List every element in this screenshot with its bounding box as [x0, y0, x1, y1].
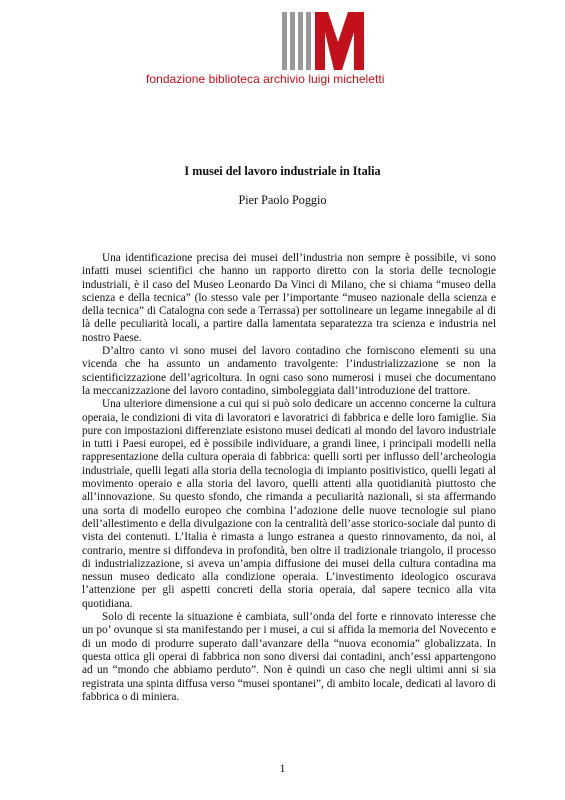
logo-bars	[282, 12, 311, 70]
paragraph: Una identificazione precisa dei musei dell’industria non sempre è possibile, vi sono infatti musei scientifici che hanno un rapporto diretto con la storia delle tecnologie industriali, è il caso del Museo Leonardo Da Vinci di Milano, che si chiama “museo della scienza e della tecnica” (lo stesso vale per l’importante “museo nazionale della scienza e della tecnica” di Catalogna con sede a Terrassa) per sottolineare un legame innegabile al di là delle peculiarità locali, a partire dalla lamentata separatezza tra scienza e industria nel nostro Paese.	[82, 252, 496, 344]
document-body	[82, 252, 496, 704]
paragraph: Una ulteriore dimensione a cui qui si può solo dedicare un accenno concerne la cultura operaia, le condizioni di vita di lavoratori e lavoratrici di fabbrica e delle loro famiglie. Sia pure con impostazioni differenziate esistono musei dedicati al mondo del lavoro industriale in tutti i Paesi europei, ed è possibile individuare, a grandi linee, i principali modelli nella rappresentazione della cultura operaia di fabbrica: quelli sorti per influsso dell’archeologia industriale, quelli legati alla storia della tecnologia di impianto positivistico, quelli legati al movimento operaio e alla storia del lavoro, quelli attenti alla quotidianità piuttosto che all’innovazione. Su questo sfondo, che rimanda a peculiarità nazionali, si sta affermando una sorta di modello europeo che combina l’adozione delle nuove tecnologie sul piano dell’allestimento e della divulgazione con la centralità dell’asse storico-sociale dal punto di vista dei contenuti. L’Italia è rimasta a lungo estranea a questo rinnovamento, da noi, al contrario, mentre si diffondeva in profondità, ben oltre il tradizionale triangolo, il processo di industrializzazione, si aveva un’ampia diffusione dei musei della cultura contadina ma nessun museo dedicato alla condizione operaia. L’investimento ideologico oscurava l’attenzione per gli aspetti concreti della storia operaia, dal sapere tecnico alla vita quotidiana.	[82, 398, 496, 610]
logo-caption: fondazione biblioteca archivio luigi micheletti	[146, 72, 385, 86]
paragraph: Solo di recente la situazione è cambiata, sull’onda del forte e rinnovato interesse che un po’ ovunque si sta manifestando per i musei, a cui si affida la memoria del Novecento e di un modo di produrre superato dall’avanzare della “nuova economia” globalizzata. In questa ottica gli operai di fabbrica non sono diversi dai contadini, anch’essi appartengono ad un “mondo che abbiamo perduto”. Non è quindi un caso che negli ultimi anni si sia registrata una spinta diffusa verso “musei spontanei”, di ambito locale, dedicati al lavoro di fabbrica o di miniera.	[82, 611, 496, 703]
micheletti-logo	[282, 12, 364, 70]
page-number: 1	[279, 763, 286, 775]
logo-m-mark	[315, 12, 364, 70]
document-title: I musei del lavoro industriale in Italia	[184, 164, 381, 178]
paragraph: D’altro canto vi sono musei del lavoro contadino che forniscono elementi su una vicenda che ha assunto un andamento travolgente: l’industrializzazione se non la scientificizzazione dell’agricoltura. In ogni caso sono numerosi i musei che documentano la meccanizzazione del lavoro contadino, simboleggiata dall’introduzione del trattore.	[82, 345, 496, 397]
document-author: Pier Paolo Poggio	[238, 193, 327, 207]
